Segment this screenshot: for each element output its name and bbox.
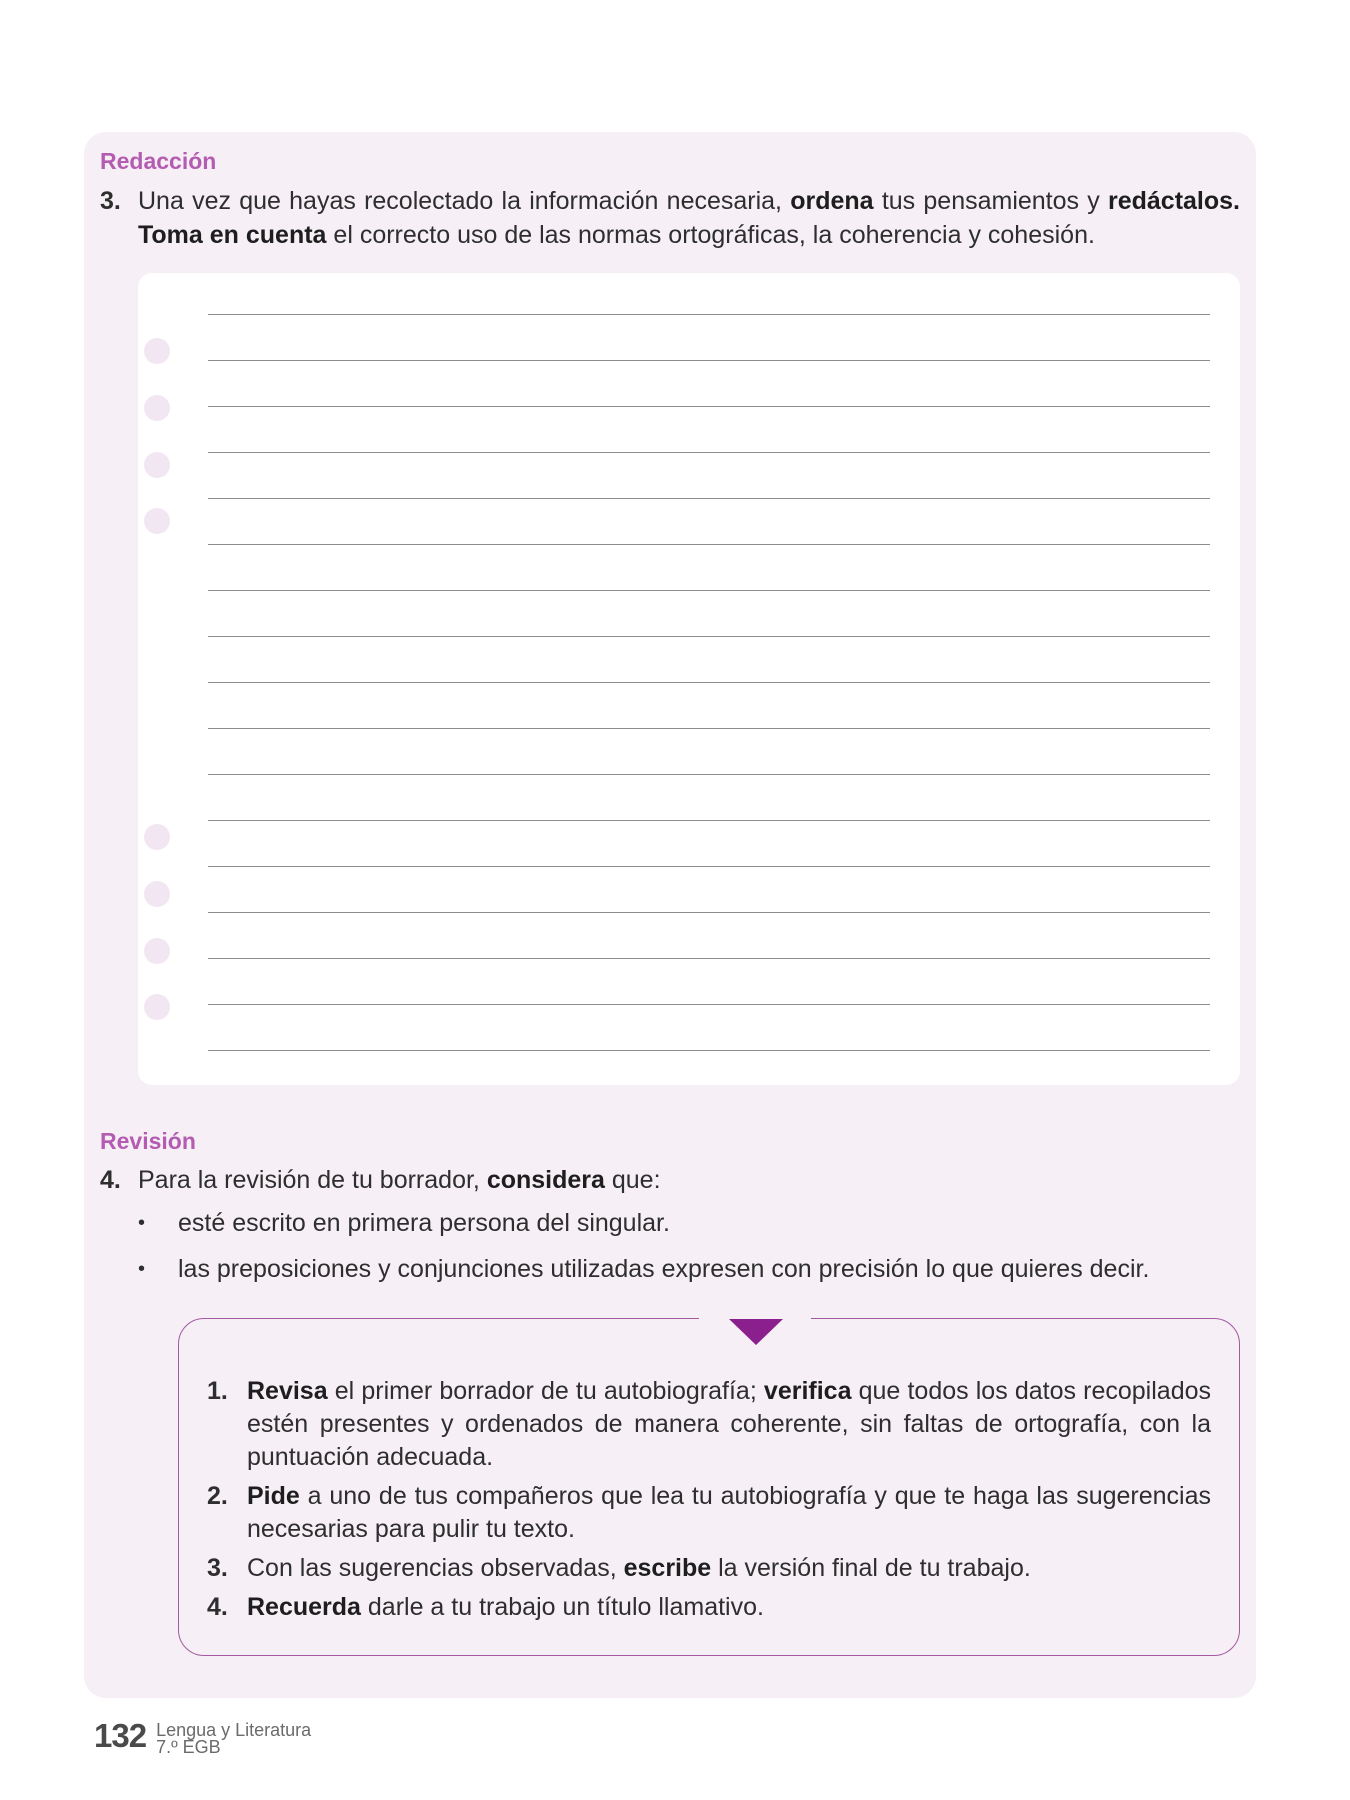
revision-steps-box xyxy=(178,1318,1240,1656)
writing-line xyxy=(208,314,1210,315)
list-item: 1. Revisa el primer borrador de tu autobiografía; verifica que todos los datos recopilados estén presentes y ordenados de manera coherente, sin faltas de ortografía, con la puntuación adecuada. xyxy=(207,1377,1211,1471)
section-heading-revision: Revisión xyxy=(100,1128,196,1154)
writing-line xyxy=(208,360,1210,361)
list-item: • esté escrito en primera persona del singular. xyxy=(138,1206,1238,1252)
activity-4 xyxy=(100,1163,1240,1197)
binder-ring-icon xyxy=(144,338,170,364)
writing-line xyxy=(208,958,1210,959)
activity-3-instructions: Una vez que hayas recolectado la información necesaria, ordena tus pensamientos y redáctalos. Toma en cuenta el correcto uso de las normas ortográficas, la coherencia y cohesión. xyxy=(138,187,1240,249)
page-number: 132 xyxy=(94,1717,147,1754)
revision-steps-list xyxy=(207,1375,1211,1630)
binder-ring-icon xyxy=(144,508,170,534)
writing-line xyxy=(208,498,1210,499)
list-item: 3. Con las sugerencias observadas, escribe la versión final de tu trabajo. xyxy=(207,1554,1031,1582)
subject-label: Lengua y Literatura xyxy=(156,1720,312,1740)
book-info xyxy=(156,1722,311,1756)
list-item: 2. Pide a uno de tus compañeros que lea tu autobiografía y que te haga las sugerencias necesarias para pulir tu texto. xyxy=(207,1482,1211,1543)
writing-line xyxy=(208,1050,1210,1051)
writing-line xyxy=(208,866,1210,867)
binder-ring-icon xyxy=(144,824,170,850)
binder-ring-icon xyxy=(144,452,170,478)
grade-label: 7.º EGB xyxy=(156,1737,221,1757)
activity-number: 3. xyxy=(100,187,121,215)
binder-ring-icon xyxy=(144,994,170,1020)
writing-line xyxy=(208,682,1210,683)
binder-ring-icon xyxy=(144,881,170,907)
list-item: • las preposiciones y conjunciones utilizadas expresen con precisión lo que quieres decir. xyxy=(138,1252,1238,1298)
writing-line xyxy=(208,1004,1210,1005)
binder-ring-icon xyxy=(144,395,170,421)
writing-line xyxy=(208,452,1210,453)
writing-line xyxy=(208,590,1210,591)
writing-line xyxy=(208,774,1210,775)
activity-4-instructions: Para la revisión de tu borrador, considera que: xyxy=(138,1166,661,1194)
triangle-down-icon xyxy=(729,1319,783,1345)
activity-3 xyxy=(100,184,1240,252)
section-heading-redaccion: Redacción xyxy=(100,148,217,174)
revision-criteria-list xyxy=(138,1206,1238,1298)
writing-line xyxy=(208,544,1210,545)
writing-area[interactable] xyxy=(138,273,1240,1085)
list-item: 4. Recuerda darle a tu trabajo un título llamativo. xyxy=(207,1593,764,1621)
activity-number: 4. xyxy=(100,1166,121,1194)
page-footer xyxy=(94,1718,311,1756)
writing-line xyxy=(208,820,1210,821)
writing-line xyxy=(208,636,1210,637)
writing-line xyxy=(208,406,1210,407)
binder-ring-icon xyxy=(144,938,170,964)
writing-line xyxy=(208,912,1210,913)
writing-line xyxy=(208,728,1210,729)
